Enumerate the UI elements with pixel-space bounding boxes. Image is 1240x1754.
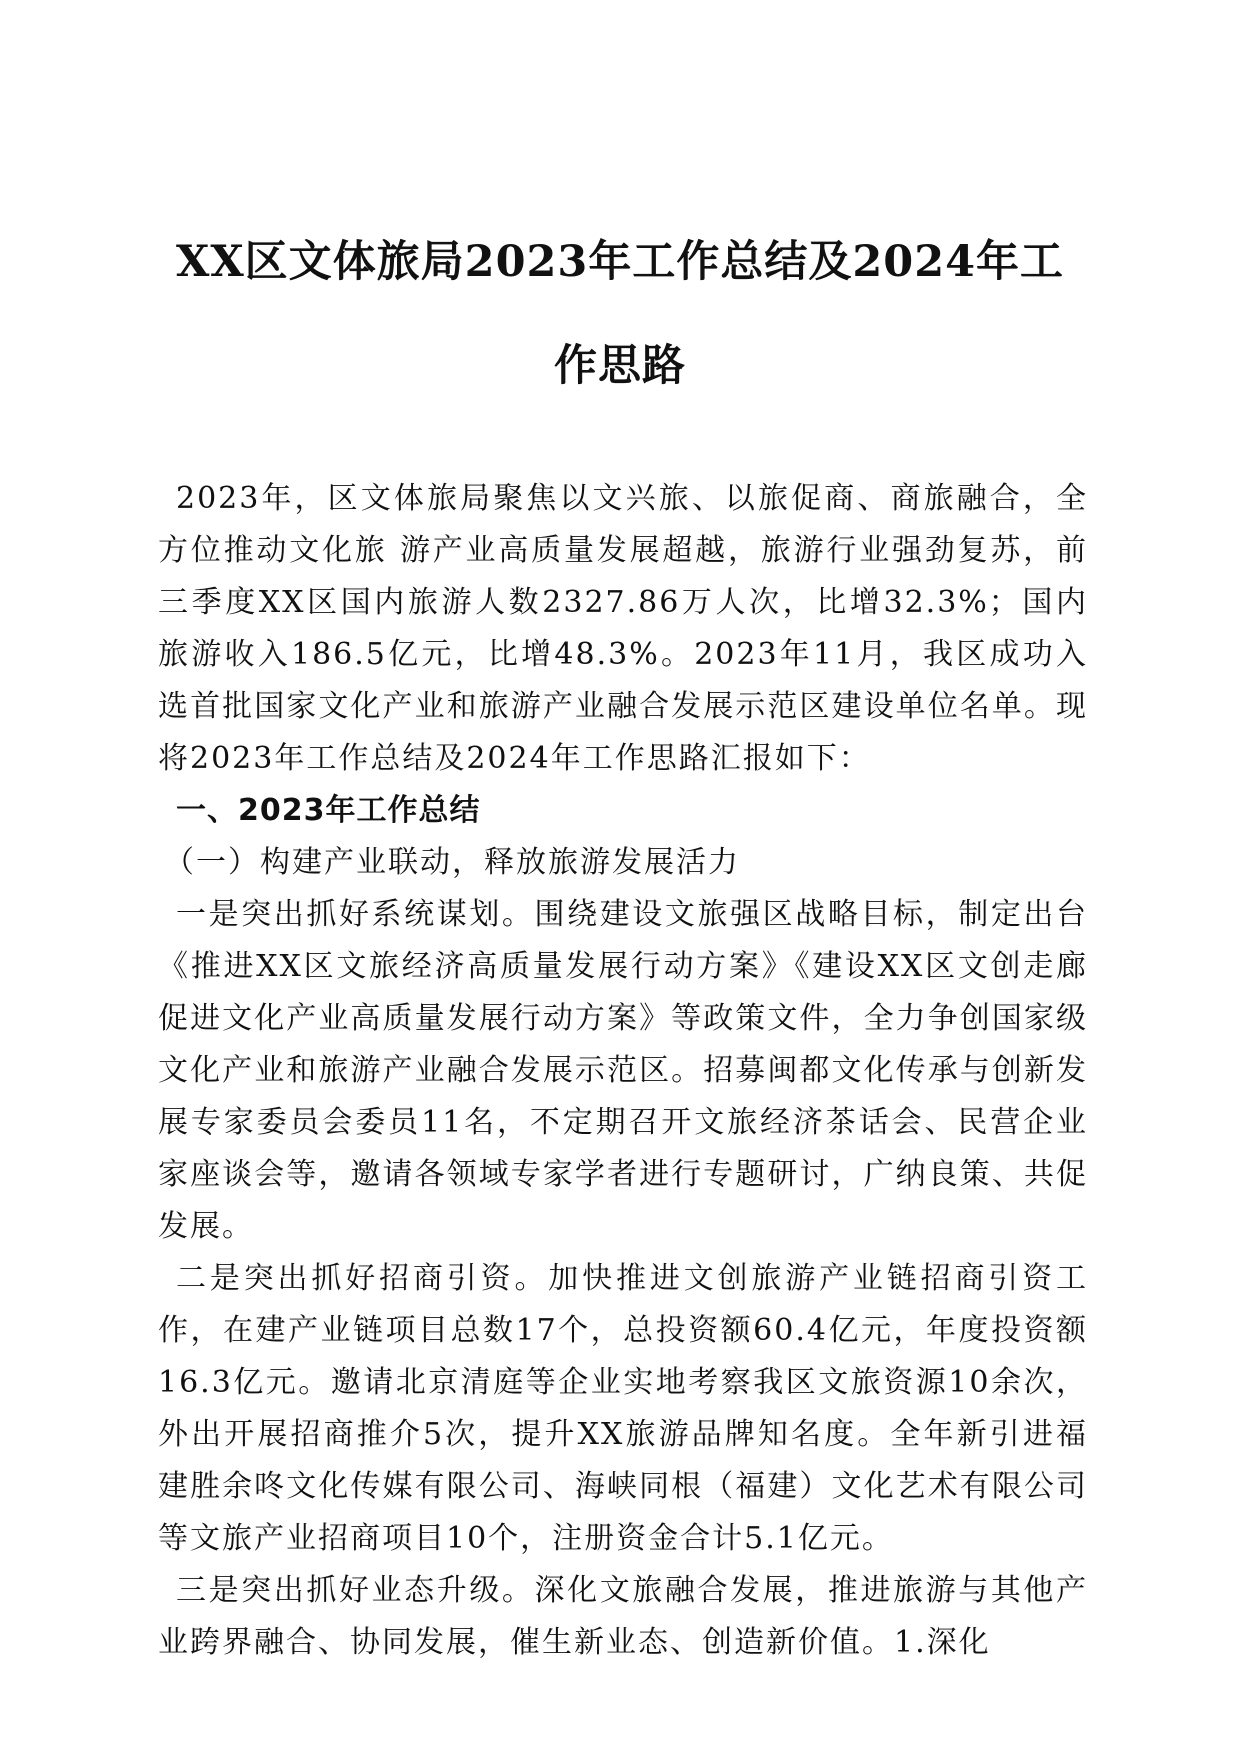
document-title	[140, 230, 1100, 398]
title-line-2: 作思路	[554, 341, 686, 391]
intro-paragraph: 2023年，区文体旅局聚焦以文兴旅、以旅促商、商旅融合，全方位推动文化旅 游产业高质量发展超越，旅游行业强劲复苏，前三季度XX区国内旅游人数2327.86万人次，比增32.3%；国内旅游收入186.5亿元，比增48.3%。2023年11月，我区成功入选首批国家文化产业和旅游产业融合发展示范区建设单位名单。现将2023年工作总结及2024年工作思路汇报如下：	[158, 481, 1088, 776]
title-line-1: XX区文体旅局2023年工作总结及2024年工	[175, 237, 1065, 287]
subsection-heading: （一）构建产业联动，释放旅游发展活力	[164, 845, 740, 880]
body-paragraph-3: 三是突出抓好业态升级。深化文旅融合发展，推进旅游与其他产业跨界融合、协同发展，催生新业态、创造新价值。1.深化	[158, 1573, 1088, 1660]
document-body	[158, 473, 1088, 1669]
body-paragraph-1: 一是突出抓好系统谋划。围绕建设文旅强区战略目标，制定出台《推进XX区文旅经济高质量发展行动方案》《建设XX区文创走廊促进文化产业高质量发展行动方案》等政策文件，全力争创国家级文化产业和旅游产业融合发展示范区。招募闽都文化传承与创新发展专家委员会委员11名，不定期召开文旅经济茶话会、民营企业家座谈会等，邀请各领域专家学者进行专题研讨，广纳良策、共促发展。	[158, 897, 1088, 1244]
body-paragraph-2: 二是突出抓好招商引资。加快推进文创旅游产业链招商引资工作，在建产业链项目总数17个，总投资额60.4亿元，年度投资额16.3亿元。邀请北京清庭等企业实地考察我区文旅资源10余次，外出开展招商推介5次，提升XX旅游品牌知名度。全年新引进福建胜余咚文化传媒有限公司、海峡同根（福建）文化艺术有限公司等文旅产业招商项目10个，注册资金合计5.1亿元。	[158, 1261, 1088, 1556]
section-heading: 一、2023年工作总结	[176, 793, 481, 828]
